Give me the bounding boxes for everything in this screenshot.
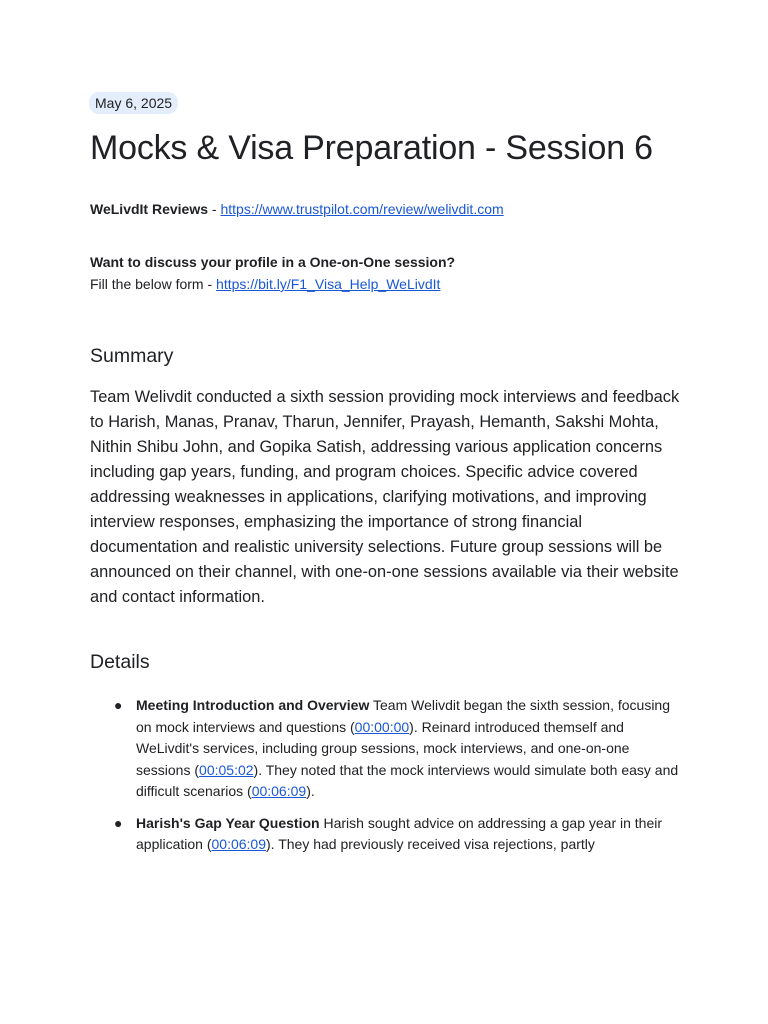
profile-question <box>90 251 690 273</box>
profile-question-text: Want to discuss your profile in a One-on-One session? <box>90 254 456 270</box>
item-text: Team Welivdit began the sixth session, focusing on mock interviews and questions ( <box>136 697 671 735</box>
summary-text: Team Welivdit conducted a sixth session providing mock interviews and feedback to Harish, Manas, Pranav, Tharun, Jennifer, Prayash, Hemanth, Sakshi Mohta, Nithin Shibu John, and Gopika Satish, addressing various application concerns including gap years, funding, and program choices. Specific advice covered addressing weaknesses in applications, clarifying motivations, and improving interview responses, emphasizing the importance of strong financial documentation and realistic university selections. Future group sessions will be announced on their channel, with one-on-one sessions available via their website and contact information. <box>90 388 680 606</box>
item-text: ). <box>306 783 315 799</box>
list-item <box>90 695 682 803</box>
timestamp-link[interactable]: 00:00:00 <box>354 718 410 735</box>
summary-heading: Summary <box>90 345 174 367</box>
item-text: ). They had previously received visa rejections, partly <box>266 836 595 852</box>
document-page <box>90 92 690 866</box>
reviews-separator: - <box>208 201 221 217</box>
timestamp-link[interactable]: 00:06:09 <box>211 836 266 852</box>
form-prefix: Fill the below form - <box>90 276 217 292</box>
item-title: Meeting Introduction and Overview <box>136 697 370 713</box>
list-item <box>90 813 682 856</box>
bullet-icon: ● <box>114 697 123 713</box>
timestamp-link[interactable]: 00:05:02 <box>199 761 254 778</box>
page-title: Mocks & Visa Preparation - Session 6 <box>90 129 653 167</box>
item-text: ). They noted that the mock interviews would simulate both easy and difficult scenarios ( <box>136 761 679 799</box>
timestamp-link[interactable]: 00:06:09 <box>251 783 307 799</box>
item-text: ). Reinard introduced themself and WeLivdit's services, including group sessions, mock interviews, and one-on-one sessions ( <box>136 718 630 778</box>
item-title: Harish's Gap Year Question <box>136 814 320 831</box>
reviews-link[interactable]: https://www.trustpilot.com/review/welivdit.com <box>220 201 504 217</box>
details-list <box>90 695 682 856</box>
form-line <box>90 273 690 295</box>
reviews-line <box>90 198 690 220</box>
date-chip[interactable]: May 6, 2025 <box>89 92 178 114</box>
reviews-label: WeLivdIt Reviews <box>90 201 209 217</box>
details-heading: Details <box>90 651 150 673</box>
form-link[interactable]: https://bit.ly/F1_Visa_Help_WeLivdIt <box>216 276 441 292</box>
item-text: Harish sought advice on addressing a gap year in their application ( <box>136 814 663 852</box>
bullet-icon: ● <box>114 814 123 831</box>
